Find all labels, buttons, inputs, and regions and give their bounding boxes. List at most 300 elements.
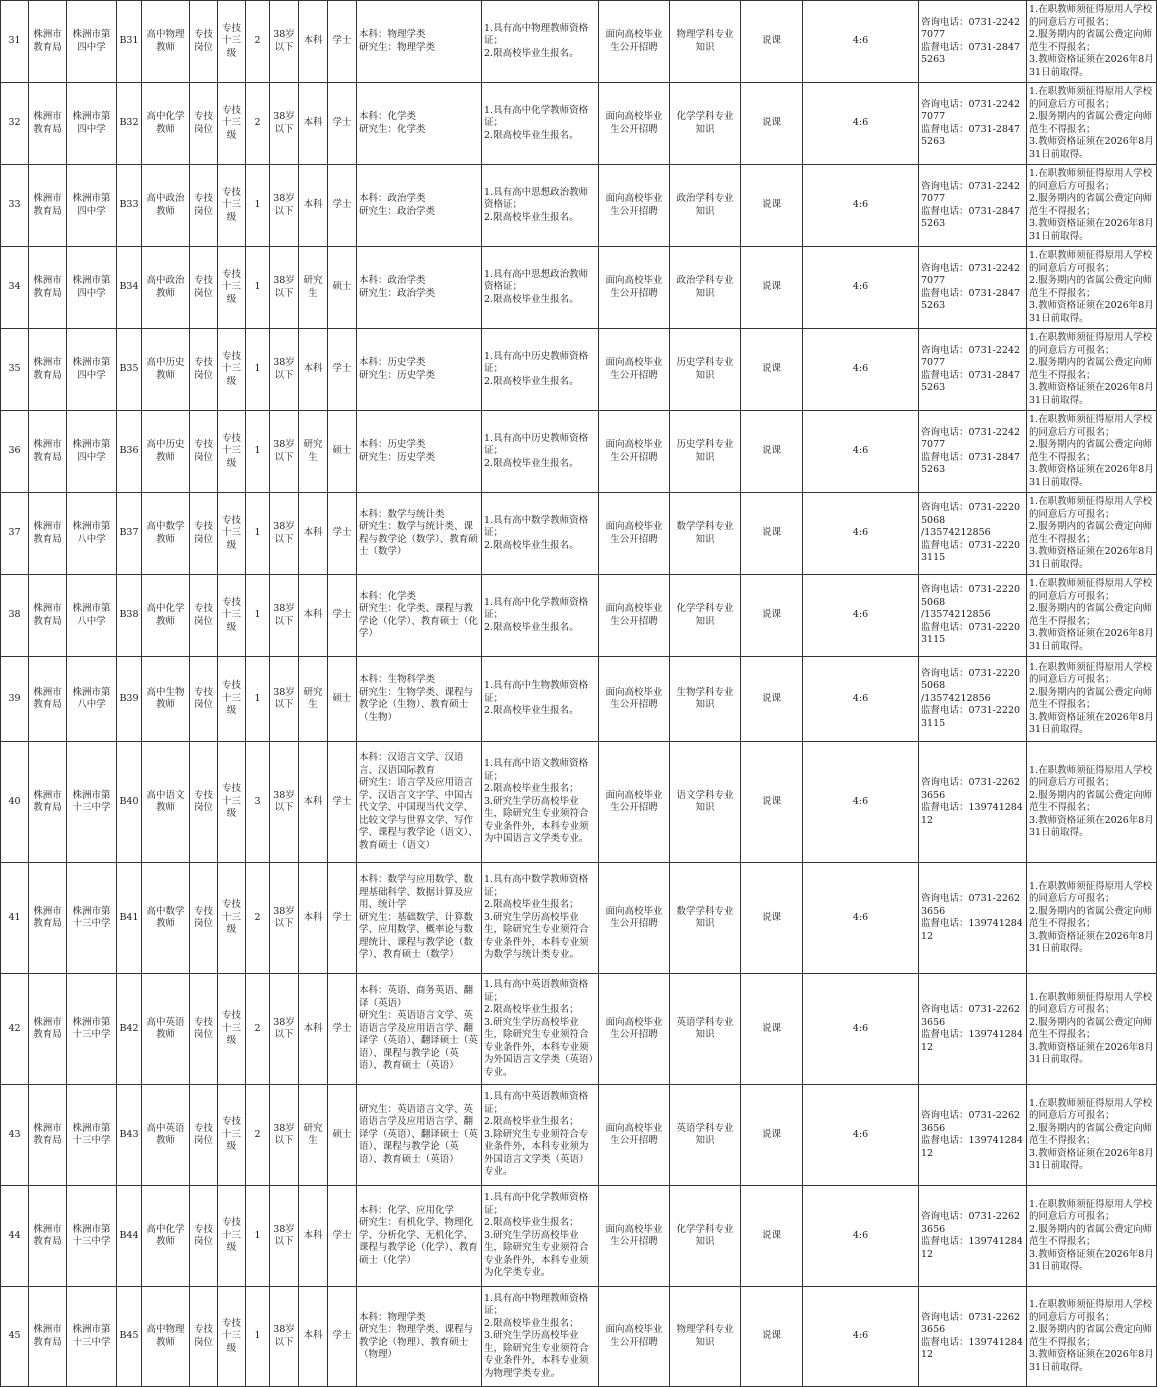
- cell-age-limit: 38岁以下: [270, 863, 299, 974]
- cell-written-exam: 化学学科专业知识: [670, 1186, 741, 1287]
- cell-written-exam: 政治学科专业知识: [670, 247, 741, 329]
- cell-age-limit: 38岁以下: [270, 1, 299, 83]
- cell-requirements: 1.具有高中语文教师资格证； 2.限高校毕业生报名； 3.研究生学历高校毕业生，除研究生专业须符合专业条件外，本科专业须为中国语言文学类专业。: [482, 742, 599, 863]
- cell-education: 研究生: [299, 1085, 328, 1186]
- cell-headcount: 1: [246, 247, 270, 329]
- cell-score-ratio: 4:6: [803, 493, 919, 575]
- cell-department: 株洲市教育局: [29, 247, 67, 329]
- cell-major: 本科：数学与应用数学、数理基础科学、数据计算及应用、统计学 研究生：基础数学、计算数学、应用数学、概率论与数理统计、课程与教学论（数学）、教育硕士（数学）: [357, 863, 482, 974]
- cell-education: 本科: [299, 974, 328, 1085]
- cell-headcount: 2: [246, 974, 270, 1085]
- cell-school: 株洲市第十三中学: [67, 742, 117, 863]
- cell-number: 31: [1, 1, 29, 83]
- cell-requirements: 1.具有高中生物教师资格证； 2.限高校毕业生报名。: [482, 657, 599, 742]
- cell-department: 株洲市教育局: [29, 575, 67, 657]
- cell-recruit-scope: 面向高校毕业生公开招聘: [599, 493, 670, 575]
- cell-recruit-scope: 面向高校毕业生公开招聘: [599, 974, 670, 1085]
- cell-education: 研究生: [299, 657, 328, 742]
- cell-post-type: 专技岗位: [190, 742, 218, 863]
- cell-department: 株洲市教育局: [29, 657, 67, 742]
- cell-education: 本科: [299, 329, 328, 411]
- cell-degree: 硕士: [328, 247, 357, 329]
- cell-department: 株洲市教育局: [29, 1, 67, 83]
- cell-school: 株洲市第十三中学: [67, 974, 117, 1085]
- cell-recruit-scope: 面向高校毕业生公开招聘: [599, 863, 670, 974]
- cell-interview: 说课: [741, 1085, 803, 1186]
- table-row: [1, 1085, 1157, 1186]
- cell-headcount: 2: [246, 863, 270, 974]
- cell-recruit-scope: 面向高校毕业生公开招聘: [599, 742, 670, 863]
- cell-age-limit: 38岁以下: [270, 657, 299, 742]
- cell-written-exam: 政治学科专业知识: [670, 165, 741, 247]
- cell-headcount: 1: [246, 1287, 270, 1387]
- cell-degree: 学士: [328, 974, 357, 1085]
- table-row: [1, 974, 1157, 1085]
- cell-number: 45: [1, 1287, 29, 1387]
- cell-post-name: 高中历史教师: [142, 411, 190, 493]
- cell-written-exam: 数学学科专业知识: [670, 493, 741, 575]
- cell-score-ratio: 4:6: [803, 165, 919, 247]
- cell-recruit-scope: 面向高校毕业生公开招聘: [599, 247, 670, 329]
- cell-interview: 说课: [741, 1287, 803, 1387]
- cell-contact: 咨询电话：0731-22623656 监督电话：13974128412: [919, 863, 1027, 974]
- cell-degree: 学士: [328, 165, 357, 247]
- cell-post-code: B31: [117, 1, 142, 83]
- cell-post-code: B37: [117, 493, 142, 575]
- cell-contact: 咨询电话：0731-22205068 /13574212856 监督电话：0731-22203115: [919, 575, 1027, 657]
- cell-department: 株洲市教育局: [29, 742, 67, 863]
- cell-post-type: 专技岗位: [190, 165, 218, 247]
- cell-contact: 咨询电话：0731-22623656 监督电话：13974128412: [919, 1287, 1027, 1387]
- cell-post-type: 专技岗位: [190, 493, 218, 575]
- cell-requirements: 1.具有高中化学教师资格证； 2.限高校毕业生报名。: [482, 83, 599, 165]
- cell-written-exam: 数学学科专业知识: [670, 863, 741, 974]
- cell-post-name: 高中物理教师: [142, 1287, 190, 1387]
- cell-major: 研究生：英语语言文学、英语语言学及应用语言学、翻译学（英语）、翻译硕士（英语）、课程与教学论（英语）、教育硕士（英语）: [357, 1085, 482, 1186]
- cell-school: 株洲市第十三中学: [67, 1287, 117, 1387]
- cell-education: 研究生: [299, 247, 328, 329]
- cell-post-level: 专技十三级: [218, 575, 246, 657]
- cell-score-ratio: 4:6: [803, 83, 919, 165]
- cell-score-ratio: 4:6: [803, 657, 919, 742]
- table-row: [1, 863, 1157, 974]
- cell-headcount: 1: [246, 657, 270, 742]
- cell-post-level: 专技十三级: [218, 83, 246, 165]
- cell-contact: 咨询电话：0731-22623656 监督电话：13974128412: [919, 742, 1027, 863]
- cell-remarks: 1.在职教师须征得原用人学校的同意后方可报名； 2.服务期内的省属公费定向师范生不得报名； 3.教师资格证须在2026年8月31日前取得。: [1027, 742, 1157, 863]
- table-row: [1, 1186, 1157, 1287]
- cell-post-name: 高中物理教师: [142, 1, 190, 83]
- cell-degree: 学士: [328, 863, 357, 974]
- cell-written-exam: 历史学科专业知识: [670, 329, 741, 411]
- cell-post-type: 专技岗位: [190, 575, 218, 657]
- cell-score-ratio: 4:6: [803, 863, 919, 974]
- cell-age-limit: 38岁以下: [270, 575, 299, 657]
- cell-post-type: 专技岗位: [190, 83, 218, 165]
- cell-school: 株洲市第十三中学: [67, 1186, 117, 1287]
- cell-major: 本科：物理学类 研究生：物理学类: [357, 1, 482, 83]
- cell-written-exam: 语文学科专业知识: [670, 742, 741, 863]
- cell-number: 34: [1, 247, 29, 329]
- cell-education: 本科: [299, 575, 328, 657]
- table-row: [1, 657, 1157, 742]
- cell-remarks: 1.在职教师须征得原用人学校的同意后方可报名； 2.服务期内的省属公费定向师范生不得报名； 3.教师资格证须在2026年8月31日前取得。: [1027, 411, 1157, 493]
- cell-school: 株洲市第八中学: [67, 493, 117, 575]
- table-row: [1, 1287, 1157, 1387]
- cell-school: 株洲市第四中学: [67, 411, 117, 493]
- cell-post-type: 专技岗位: [190, 657, 218, 742]
- cell-post-name: 高中化学教师: [142, 575, 190, 657]
- cell-degree: 学士: [328, 1, 357, 83]
- cell-post-name: 高中数学教师: [142, 493, 190, 575]
- cell-remarks: 1.在职教师须征得原用人学校的同意后方可报名； 2.服务期内的省属公费定向师范生不得报名； 3.教师资格证须在2026年8月31日前取得。: [1027, 1186, 1157, 1287]
- cell-number: 35: [1, 329, 29, 411]
- cell-post-code: B40: [117, 742, 142, 863]
- cell-department: 株洲市教育局: [29, 329, 67, 411]
- cell-post-level: 专技十三级: [218, 247, 246, 329]
- cell-recruit-scope: 面向高校毕业生公开招聘: [599, 1, 670, 83]
- cell-post-name: 高中化学教师: [142, 1186, 190, 1287]
- table-row: [1, 1, 1157, 83]
- cell-major: 本科：政治学类 研究生：政治学类: [357, 247, 482, 329]
- cell-department: 株洲市教育局: [29, 411, 67, 493]
- cell-major: 本科：历史学类 研究生：历史学类: [357, 411, 482, 493]
- cell-headcount: 1: [246, 493, 270, 575]
- cell-interview: 说课: [741, 863, 803, 974]
- cell-post-type: 专技岗位: [190, 974, 218, 1085]
- cell-education: 本科: [299, 742, 328, 863]
- cell-recruit-scope: 面向高校毕业生公开招聘: [599, 329, 670, 411]
- cell-post-name: 高中历史教师: [142, 329, 190, 411]
- cell-interview: 说课: [741, 657, 803, 742]
- cell-post-type: 专技岗位: [190, 863, 218, 974]
- cell-remarks: 1.在职教师须征得原用人学校的同意后方可报名； 2.服务期内的省属公费定向师范生不得报名； 3.教师资格证须在2026年8月31日前取得。: [1027, 974, 1157, 1085]
- cell-number: 38: [1, 575, 29, 657]
- cell-score-ratio: 4:6: [803, 1085, 919, 1186]
- cell-requirements: 1.具有高中历史教师资格证； 2.限高校毕业生报名。: [482, 411, 599, 493]
- cell-school: 株洲市第十三中学: [67, 863, 117, 974]
- table-row: [1, 742, 1157, 863]
- cell-education: 本科: [299, 165, 328, 247]
- cell-headcount: 1: [246, 411, 270, 493]
- cell-major: 本科：政治学类 研究生：政治学类: [357, 165, 482, 247]
- cell-requirements: 1.具有高中思想政治教师资格证； 2.限高校毕业生报名。: [482, 165, 599, 247]
- cell-degree: 学士: [328, 329, 357, 411]
- cell-interview: 说课: [741, 165, 803, 247]
- cell-contact: 咨询电话：0731-22205068 /13574212856 监督电话：0731-22203115: [919, 493, 1027, 575]
- cell-headcount: 1: [246, 1186, 270, 1287]
- cell-score-ratio: 4:6: [803, 247, 919, 329]
- cell-contact: 咨询电话：0731-22427077 监督电话：0731-28475263: [919, 329, 1027, 411]
- cell-written-exam: 物理学科专业知识: [670, 1, 741, 83]
- cell-age-limit: 38岁以下: [270, 974, 299, 1085]
- cell-requirements: 1.具有高中物理教师资格证； 2.限高校毕业生报名； 3.研究生学历高校毕业生，除研究生专业须符合专业条件外，本科专业须为物理学类专业。: [482, 1287, 599, 1387]
- cell-contact: 咨询电话：0731-22205068 /13574212856 监督电话：0731-22203115: [919, 657, 1027, 742]
- cell-remarks: 1.在职教师须征得原用人学校的同意后方可报名； 2.服务期内的省属公费定向师范生不得报名； 3.教师资格证须在2026年8月31日前取得。: [1027, 247, 1157, 329]
- cell-school: 株洲市第四中学: [67, 83, 117, 165]
- cell-requirements: 1.具有高中英语教师资格证； 2.限高校毕业生报名； 3.研究生学历高校毕业生，除研究生专业须符合专业条件外，本科专业须为外国语言文学类（英语）专业。: [482, 974, 599, 1085]
- cell-number: 40: [1, 742, 29, 863]
- cell-headcount: 1: [246, 575, 270, 657]
- cell-post-name: 高中英语教师: [142, 1085, 190, 1186]
- cell-recruit-scope: 面向高校毕业生公开招聘: [599, 657, 670, 742]
- cell-post-code: B39: [117, 657, 142, 742]
- cell-score-ratio: 4:6: [803, 974, 919, 1085]
- cell-recruit-scope: 面向高校毕业生公开招聘: [599, 1186, 670, 1287]
- cell-education: 本科: [299, 863, 328, 974]
- cell-score-ratio: 4:6: [803, 411, 919, 493]
- cell-post-name: 高中生物教师: [142, 657, 190, 742]
- table-row: [1, 165, 1157, 247]
- cell-post-code: B32: [117, 83, 142, 165]
- cell-number: 32: [1, 83, 29, 165]
- cell-number: 37: [1, 493, 29, 575]
- cell-education: 本科: [299, 1186, 328, 1287]
- cell-remarks: 1.在职教师须征得原用人学校的同意后方可报名； 2.服务期内的省属公费定向师范生不得报名； 3.教师资格证须在2026年8月31日前取得。: [1027, 165, 1157, 247]
- cell-major: 本科：英语、商务英语、翻译（英语） 研究生：英语语言文学、英语语言学及应用语言学、翻译学（英语）、翻译硕士（英语）、课程与教学论（英语）、教育硕士（英语）: [357, 974, 482, 1085]
- cell-degree: 学士: [328, 1287, 357, 1387]
- cell-contact: 咨询电话：0731-22427077 监督电话：0731-28475263: [919, 247, 1027, 329]
- cell-requirements: 1.具有高中历史教师资格证； 2.限高校毕业生报名。: [482, 329, 599, 411]
- cell-degree: 学士: [328, 1186, 357, 1287]
- cell-interview: 说课: [741, 742, 803, 863]
- cell-post-code: B41: [117, 863, 142, 974]
- cell-department: 株洲市教育局: [29, 1287, 67, 1387]
- cell-headcount: 1: [246, 329, 270, 411]
- cell-contact: 咨询电话：0731-22427077 监督电话：0731-28475263: [919, 1, 1027, 83]
- cell-remarks: 1.在职教师须征得原用人学校的同意后方可报名； 2.服务期内的省属公费定向师范生不得报名； 3.教师资格证须在2026年8月31日前取得。: [1027, 83, 1157, 165]
- cell-post-name: 高中数学教师: [142, 863, 190, 974]
- cell-age-limit: 38岁以下: [270, 1186, 299, 1287]
- cell-number: 42: [1, 974, 29, 1085]
- cell-post-name: 高中政治教师: [142, 247, 190, 329]
- cell-school: 株洲市第四中学: [67, 329, 117, 411]
- cell-department: 株洲市教育局: [29, 1085, 67, 1186]
- cell-school: 株洲市第八中学: [67, 657, 117, 742]
- cell-major: 本科：化学类 研究生：化学类、课程与教学论（化学）、教育硕士（化学）: [357, 575, 482, 657]
- cell-remarks: 1.在职教师须征得原用人学校的同意后方可报名； 2.服务期内的省属公费定向师范生不得报名； 3.教师资格证须在2026年8月31日前取得。: [1027, 863, 1157, 974]
- cell-post-type: 专技岗位: [190, 411, 218, 493]
- cell-score-ratio: 4:6: [803, 742, 919, 863]
- cell-school: 株洲市第四中学: [67, 165, 117, 247]
- cell-remarks: 1.在职教师须征得原用人学校的同意后方可报名； 2.服务期内的省属公费定向师范生不得报名； 3.教师资格证须在2026年8月31日前取得。: [1027, 1287, 1157, 1387]
- cell-degree: 学士: [328, 742, 357, 863]
- cell-score-ratio: 4:6: [803, 1, 919, 83]
- cell-post-level: 专技十三级: [218, 411, 246, 493]
- cell-headcount: 3: [246, 742, 270, 863]
- cell-headcount: 1: [246, 165, 270, 247]
- cell-school: 株洲市第十三中学: [67, 1085, 117, 1186]
- cell-interview: 说课: [741, 974, 803, 1085]
- cell-education: 本科: [299, 493, 328, 575]
- cell-post-type: 专技岗位: [190, 1, 218, 83]
- table-row: [1, 575, 1157, 657]
- cell-post-name: 高中语文教师: [142, 742, 190, 863]
- cell-interview: 说课: [741, 493, 803, 575]
- cell-post-type: 专技岗位: [190, 1085, 218, 1186]
- cell-requirements: 1.具有高中化学教师资格证； 2.限高校毕业生报名； 3.研究生学历高校毕业生，除研究生专业须符合专业条件外，本科专业须为化学类专业。: [482, 1186, 599, 1287]
- cell-interview: 说课: [741, 329, 803, 411]
- cell-contact: 咨询电话：0731-22427077 监督电话：0731-28475263: [919, 83, 1027, 165]
- cell-number: 44: [1, 1186, 29, 1287]
- cell-score-ratio: 4:6: [803, 1287, 919, 1387]
- cell-post-level: 专技十三级: [218, 165, 246, 247]
- cell-degree: 学士: [328, 575, 357, 657]
- cell-remarks: 1.在职教师须征得原用人学校的同意后方可报名； 2.服务期内的省属公费定向师范生不得报名； 3.教师资格证须在2026年8月31日前取得。: [1027, 575, 1157, 657]
- cell-degree: 硕士: [328, 657, 357, 742]
- cell-post-code: B38: [117, 575, 142, 657]
- cell-department: 株洲市教育局: [29, 974, 67, 1085]
- cell-remarks: 1.在职教师须征得原用人学校的同意后方可报名； 2.服务期内的省属公费定向师范生不得报名； 3.教师资格证须在2026年8月31日前取得。: [1027, 493, 1157, 575]
- cell-contact: 咨询电话：0731-22623656 监督电话：13974128412: [919, 1186, 1027, 1287]
- cell-number: 33: [1, 165, 29, 247]
- cell-post-level: 专技十三级: [218, 863, 246, 974]
- cell-headcount: 2: [246, 83, 270, 165]
- cell-remarks: 1.在职教师须征得原用人学校的同意后方可报名； 2.服务期内的省属公费定向师范生不得报名； 3.教师资格证须在2026年8月31日前取得。: [1027, 1, 1157, 83]
- cell-age-limit: 38岁以下: [270, 83, 299, 165]
- cell-post-level: 专技十三级: [218, 493, 246, 575]
- cell-interview: 说课: [741, 1186, 803, 1287]
- cell-department: 株洲市教育局: [29, 1186, 67, 1287]
- cell-interview: 说课: [741, 411, 803, 493]
- cell-requirements: 1.具有高中化学教师资格证； 2.限高校毕业生报名。: [482, 575, 599, 657]
- cell-post-type: 专技岗位: [190, 329, 218, 411]
- cell-post-code: B36: [117, 411, 142, 493]
- cell-requirements: 1.具有高中物理教师资格证； 2.限高校毕业生报名。: [482, 1, 599, 83]
- cell-post-level: 专技十三级: [218, 742, 246, 863]
- cell-contact: 咨询电话：0731-22623656 监督电话：13974128412: [919, 974, 1027, 1085]
- cell-headcount: 2: [246, 1085, 270, 1186]
- cell-post-code: B35: [117, 329, 142, 411]
- cell-written-exam: 物理学科专业知识: [670, 1287, 741, 1387]
- cell-post-name: 高中政治教师: [142, 165, 190, 247]
- cell-contact: 咨询电话：0731-22427077 监督电话：0731-28475263: [919, 411, 1027, 493]
- cell-major: 本科：生物科学类 研究生：生物学类、课程与教学论（生物）、教育硕士（生物）: [357, 657, 482, 742]
- cell-major: 本科：化学、应用化学 研究生：有机化学、物理化学、分析化学、无机化学、课程与教学论（化学）、教育硕士（化学）: [357, 1186, 482, 1287]
- cell-score-ratio: 4:6: [803, 1186, 919, 1287]
- cell-post-type: 专技岗位: [190, 1287, 218, 1387]
- cell-number: 43: [1, 1085, 29, 1186]
- cell-education: 本科: [299, 1, 328, 83]
- table-row: [1, 493, 1157, 575]
- cell-major: 本科：历史学类 研究生：历史学类: [357, 329, 482, 411]
- cell-remarks: 1.在职教师须征得原用人学校的同意后方可报名； 2.服务期内的省属公费定向师范生不得报名； 3.教师资格证须在2026年8月31日前取得。: [1027, 1085, 1157, 1186]
- cell-post-code: B43: [117, 1085, 142, 1186]
- cell-age-limit: 38岁以下: [270, 1085, 299, 1186]
- table-row: [1, 247, 1157, 329]
- cell-requirements: 1.具有高中思想政治教师资格证； 2.限高校毕业生报名。: [482, 247, 599, 329]
- cell-recruit-scope: 面向高校毕业生公开招聘: [599, 165, 670, 247]
- cell-contact: 咨询电话：0731-22427077 监督电话：0731-28475263: [919, 165, 1027, 247]
- cell-requirements: 1.具有高中数学教师资格证； 2.限高校毕业生报名。: [482, 493, 599, 575]
- cell-score-ratio: 4:6: [803, 575, 919, 657]
- cell-requirements: 1.具有高中英语教师资格证； 2.限高校毕业生报名； 3.除研究生专业须符合专业条件外，本科专业须为外国语言文学类（英语）专业。: [482, 1085, 599, 1186]
- cell-major: 本科：汉语言文学、汉语言、汉语国际教育 研究生：语言学及应用语言学、汉语言文字学、中国古代文学、中国现当代文学、比较文学与世界文学、写作学、课程与教学论（语文）、教育硕士（语文）: [357, 742, 482, 863]
- cell-headcount: 2: [246, 1, 270, 83]
- cell-degree: 学士: [328, 83, 357, 165]
- cell-recruit-scope: 面向高校毕业生公开招聘: [599, 411, 670, 493]
- cell-post-level: 专技十三级: [218, 329, 246, 411]
- cell-number: 36: [1, 411, 29, 493]
- cell-education: 本科: [299, 83, 328, 165]
- cell-interview: 说课: [741, 83, 803, 165]
- table-body: [1, 1, 1157, 1387]
- cell-contact: 咨询电话：0731-22623656 监督电话：13974128412: [919, 1085, 1027, 1186]
- cell-department: 株洲市教育局: [29, 83, 67, 165]
- cell-education: 本科: [299, 1287, 328, 1387]
- cell-post-level: 专技十三级: [218, 1, 246, 83]
- cell-major: 本科：物理学类 研究生：物理学类、课程与教学论（物理）、教育硕士（物理）: [357, 1287, 482, 1387]
- cell-written-exam: 英语学科专业知识: [670, 974, 741, 1085]
- cell-post-level: 专技十三级: [218, 1186, 246, 1287]
- cell-degree: 学士: [328, 493, 357, 575]
- cell-written-exam: 化学学科专业知识: [670, 575, 741, 657]
- table-row: [1, 83, 1157, 165]
- cell-written-exam: 化学学科专业知识: [670, 83, 741, 165]
- cell-major: 本科：化学类 研究生：化学类: [357, 83, 482, 165]
- cell-recruit-scope: 面向高校毕业生公开招聘: [599, 83, 670, 165]
- cell-degree: 硕士: [328, 411, 357, 493]
- cell-recruit-scope: 面向高校毕业生公开招聘: [599, 575, 670, 657]
- cell-age-limit: 38岁以下: [270, 411, 299, 493]
- cell-remarks: 1.在职教师须征得原用人学校的同意后方可报名； 2.服务期内的省属公费定向师范生不得报名； 3.教师资格证须在2026年8月31日前取得。: [1027, 657, 1157, 742]
- cell-department: 株洲市教育局: [29, 165, 67, 247]
- cell-degree: 硕士: [328, 1085, 357, 1186]
- cell-post-level: 专技十三级: [218, 657, 246, 742]
- cell-school: 株洲市第八中学: [67, 575, 117, 657]
- cell-post-type: 专技岗位: [190, 1186, 218, 1287]
- cell-age-limit: 38岁以下: [270, 1287, 299, 1387]
- cell-written-exam: 历史学科专业知识: [670, 411, 741, 493]
- cell-number: 39: [1, 657, 29, 742]
- cell-post-name: 高中化学教师: [142, 83, 190, 165]
- cell-recruit-scope: 面向高校毕业生公开招聘: [599, 1085, 670, 1186]
- cell-post-code: B42: [117, 974, 142, 1085]
- cell-post-level: 专技十三级: [218, 1287, 246, 1387]
- cell-major: 本科：数学与统计类 研究生：数学与统计类、课程与教学论（数学）、教育硕士（数学）: [357, 493, 482, 575]
- cell-post-code: B34: [117, 247, 142, 329]
- cell-post-level: 专技十三级: [218, 974, 246, 1085]
- cell-interview: 说课: [741, 247, 803, 329]
- cell-age-limit: 38岁以下: [270, 247, 299, 329]
- cell-written-exam: 生物学科专业知识: [670, 657, 741, 742]
- cell-interview: 说课: [741, 1, 803, 83]
- cell-written-exam: 英语学科专业知识: [670, 1085, 741, 1186]
- cell-post-level: 专技十三级: [218, 1085, 246, 1186]
- cell-post-code: B44: [117, 1186, 142, 1287]
- cell-department: 株洲市教育局: [29, 493, 67, 575]
- cell-score-ratio: 4:6: [803, 329, 919, 411]
- table-row: [1, 329, 1157, 411]
- cell-department: 株洲市教育局: [29, 863, 67, 974]
- cell-school: 株洲市第四中学: [67, 247, 117, 329]
- cell-education: 研究生: [299, 411, 328, 493]
- cell-age-limit: 38岁以下: [270, 493, 299, 575]
- cell-remarks: 1.在职教师须征得原用人学校的同意后方可报名； 2.服务期内的省属公费定向师范生不得报名； 3.教师资格证须在2026年8月31日前取得。: [1027, 329, 1157, 411]
- cell-age-limit: 38岁以下: [270, 329, 299, 411]
- table-row: [1, 411, 1157, 493]
- cell-recruit-scope: 面向高校毕业生公开招聘: [599, 1287, 670, 1387]
- cell-age-limit: 38岁以下: [270, 742, 299, 863]
- cell-post-code: B33: [117, 165, 142, 247]
- cell-post-code: B45: [117, 1287, 142, 1387]
- cell-school: 株洲市第四中学: [67, 1, 117, 83]
- cell-age-limit: 38岁以下: [270, 165, 299, 247]
- cell-requirements: 1.具有高中数学教师资格证； 2.限高校毕业生报名； 3.研究生学历高校毕业生，除研究生专业须符合专业条件外，本科专业须为数学与统计类专业。: [482, 863, 599, 974]
- cell-post-type: 专技岗位: [190, 247, 218, 329]
- cell-number: 41: [1, 863, 29, 974]
- cell-post-name: 高中英语教师: [142, 974, 190, 1085]
